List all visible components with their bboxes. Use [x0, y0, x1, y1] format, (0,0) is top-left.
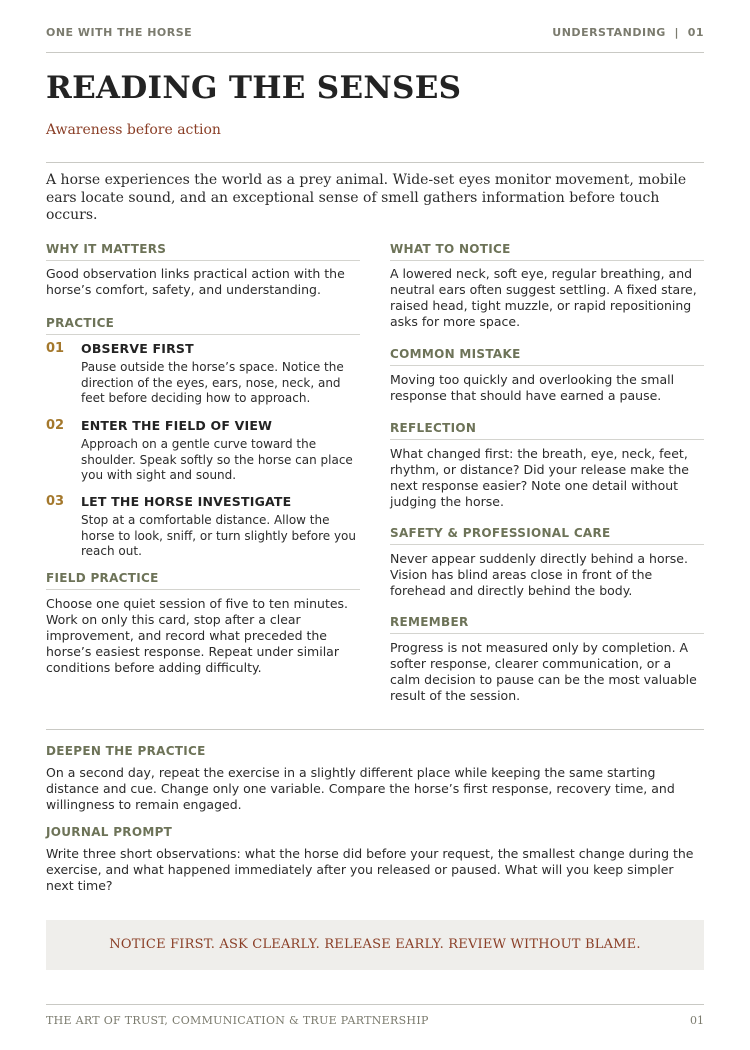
remember-text: Progress is not measured only by completion. A softer response, clearer communication, or a calm decision to pause can be the most valuable result of the session.: [390, 640, 697, 703]
section-name: UNDERSTANDING: [552, 26, 666, 39]
running-header: [46, 26, 704, 40]
reflection-text: What changed first: the breath, eye, neck, feet, rhythm, or distance? Did your release make the next response easier? Note one detail without judging the horse.: [390, 446, 689, 509]
step-title: OBSERVE FIRST: [81, 341, 194, 356]
page: [46, 0, 704, 1050]
step-text: Approach on a gentle curve toward the shoulder. Speak softly so the horse can place you with sight and sound.: [81, 437, 353, 482]
journal-heading: JOURNAL PROMPT: [46, 825, 173, 839]
step-text: Pause outside the horse’s space. Notice the direction of the eyes, ears, nose, neck, and feet before deciding how to approach.: [81, 360, 344, 405]
step-title: LET THE HORSE INVESTIGATE: [81, 494, 292, 509]
motto-text: NOTICE FIRST. ASK CLEARLY. RELEASE EARLY. REVIEW WITHOUT BLAME.: [109, 937, 641, 952]
safety-heading: SAFETY & PROFESSIONAL CARE: [390, 526, 704, 545]
step-number: 02: [46, 418, 65, 433]
step-title: ENTER THE FIELD OF VIEW: [81, 418, 273, 433]
section-page-label: [552, 26, 704, 39]
notice-text: A lowered neck, soft eye, regular breathing, and neutral ears often suggest settling. A fixed stare, raised head, tight muzzle, or rapid repositioning asks for more space.: [390, 266, 697, 329]
deepen-text: On a second day, repeat the exercise in a slightly different place while keeping the same starting distance and cue. Change only one variable. Compare the horse’s first response, recovery time, and willingness to remain engaged.: [46, 765, 675, 812]
safety-text: Never appear suddenly directly behind a horse. Vision has blind areas close in front of the forehead and directly behind the body.: [390, 551, 688, 598]
header-separator: |: [674, 26, 680, 39]
field-practice-text: Choose one quiet session of five to ten minutes. Work on only this card, stop after a clear improvement, and record what preceded the horse’s easiest response. Repeat under similar conditions before adding difficulty.: [46, 596, 349, 675]
why-heading: WHY IT MATTERS: [46, 242, 360, 261]
page-subtitle: Awareness before action: [46, 122, 221, 138]
header-page-number: 01: [687, 26, 704, 39]
deepen-heading: DEEPEN THE PRACTICE: [46, 744, 206, 758]
series-title: ONE WITH THE HORSE: [46, 26, 193, 39]
intro-paragraph: A horse experiences the world as a prey animal. Wide-set eyes monitor movement, mobile ears locate sound, and an exceptional sense of smell gathers information before touch occurs.: [46, 172, 687, 223]
motto-banner: [46, 920, 704, 970]
footer-divider: [46, 1004, 704, 1005]
journal-text: Write three short observations: what the horse did before your request, the smallest change during the exercise, and what happened immediately after you released or paused. What will you keep simpler next time?: [46, 846, 694, 893]
practice-heading: PRACTICE: [46, 316, 360, 335]
mistake-heading: COMMON MISTAKE: [390, 347, 704, 366]
section-divider: [46, 729, 704, 730]
why-text: Good observation links practical action with the horse’s comfort, safety, and understanding.: [46, 266, 345, 297]
footer-page-number: 01: [690, 1014, 704, 1027]
step-number: 01: [46, 341, 65, 356]
header-divider: [46, 52, 704, 53]
step-number: 03: [46, 494, 65, 509]
page-title: READING THE SENSES: [46, 70, 462, 106]
mistake-text: Moving too quickly and overlooking the small response that should have earned a pause.: [390, 372, 675, 403]
reflection-heading: REFLECTION: [390, 421, 704, 440]
intro-divider: [46, 162, 704, 163]
notice-heading: WHAT TO NOTICE: [390, 242, 704, 261]
remember-heading: REMEMBER: [390, 615, 704, 634]
book-title: THE ART OF TRUST, COMMUNICATION & TRUE PARTNERSHIP: [46, 1014, 429, 1027]
field-practice-heading: FIELD PRACTICE: [46, 571, 360, 590]
step-text: Stop at a comfortable distance. Allow the horse to look, sniff, or turn slightly before you reach out.: [81, 513, 356, 558]
